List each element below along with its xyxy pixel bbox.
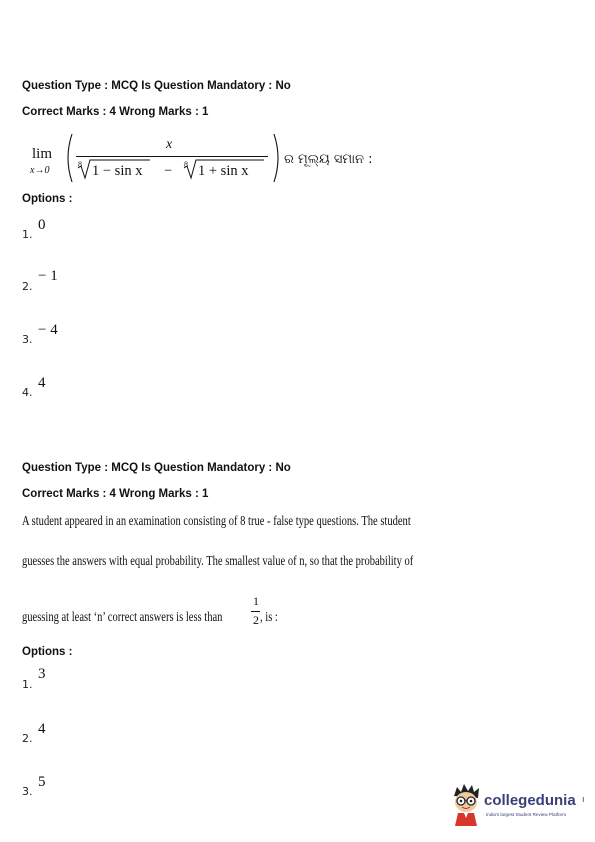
q1-marks: Correct Marks : 4 Wrong Marks : 1 xyxy=(22,106,209,118)
q1-option-2-number: 2. xyxy=(22,280,33,293)
q2-question-type: Question Type : MCQ Is Question Mandatory : No xyxy=(22,462,291,474)
q2-options-label: Options : xyxy=(22,646,73,658)
root-index-left: 8 xyxy=(78,160,82,169)
q2-option-1-number: 1. xyxy=(22,678,33,691)
logo-tagline: India's largest Student Review Platform xyxy=(486,812,567,817)
q1-option-4-value[interactable]: 4 xyxy=(38,375,46,391)
mascot-icon xyxy=(449,782,483,826)
q2-text-end: , is : xyxy=(260,609,278,624)
logo-name: collegedunia xyxy=(484,792,576,809)
lim-subscript: x→0 xyxy=(30,165,50,176)
odia-text: ର ମୂଲ୍ୟ ସମାନ : xyxy=(284,152,373,167)
q2-fraction-denominator: 2 xyxy=(253,613,259,627)
q2-option-3-value[interactable]: 5 xyxy=(38,774,46,790)
denominator-minus: − xyxy=(164,163,173,179)
lim-operator: lim xyxy=(32,146,53,162)
q2-fraction-bar xyxy=(251,611,260,612)
q1-option-3-number: 3. xyxy=(22,333,33,346)
q2-option-2-number: 2. xyxy=(22,732,33,745)
q1-option-1-value[interactable]: 0 xyxy=(38,217,46,233)
q2-text-line-2: guesses the answers with equal probability. The smallest value of n, so that the probability of xyxy=(22,553,414,568)
q2-option-2-value[interactable]: 4 xyxy=(38,721,46,737)
q1-options-label: Options : xyxy=(22,193,73,205)
q2-fraction-numerator: 1 xyxy=(253,594,259,608)
q1-option-2-value[interactable]: − 1 xyxy=(38,268,58,284)
q1-option-3-value[interactable]: − 4 xyxy=(38,322,58,338)
q2-text-line-1: A student appeared in an examination consisting of 8 true - false type questions. The student xyxy=(22,513,411,528)
q2-option-3-number: 3. xyxy=(22,785,33,798)
q2-marks: Correct Marks : 4 Wrong Marks : 1 xyxy=(22,488,209,500)
root-index-right: 8 xyxy=(184,160,188,169)
q2-option-1-value[interactable]: 3 xyxy=(38,666,46,682)
numerator: x xyxy=(166,137,173,152)
denominator-right: 1 + sin x xyxy=(198,163,249,179)
logo-mark: ı xyxy=(582,795,585,805)
q2-text-line-3: guessing at least ‘n’ correct answers is less than xyxy=(22,609,223,624)
fraction-bar xyxy=(76,156,268,157)
denominator-left: 1 − sin x xyxy=(92,163,143,179)
q1-option-4-number: 4. xyxy=(22,386,33,399)
q1-question-type: Question Type : MCQ Is Question Mandatory : No xyxy=(22,80,291,92)
collegedunia-logo[interactable] xyxy=(449,782,587,828)
q1-option-1-number: 1. xyxy=(22,228,33,241)
